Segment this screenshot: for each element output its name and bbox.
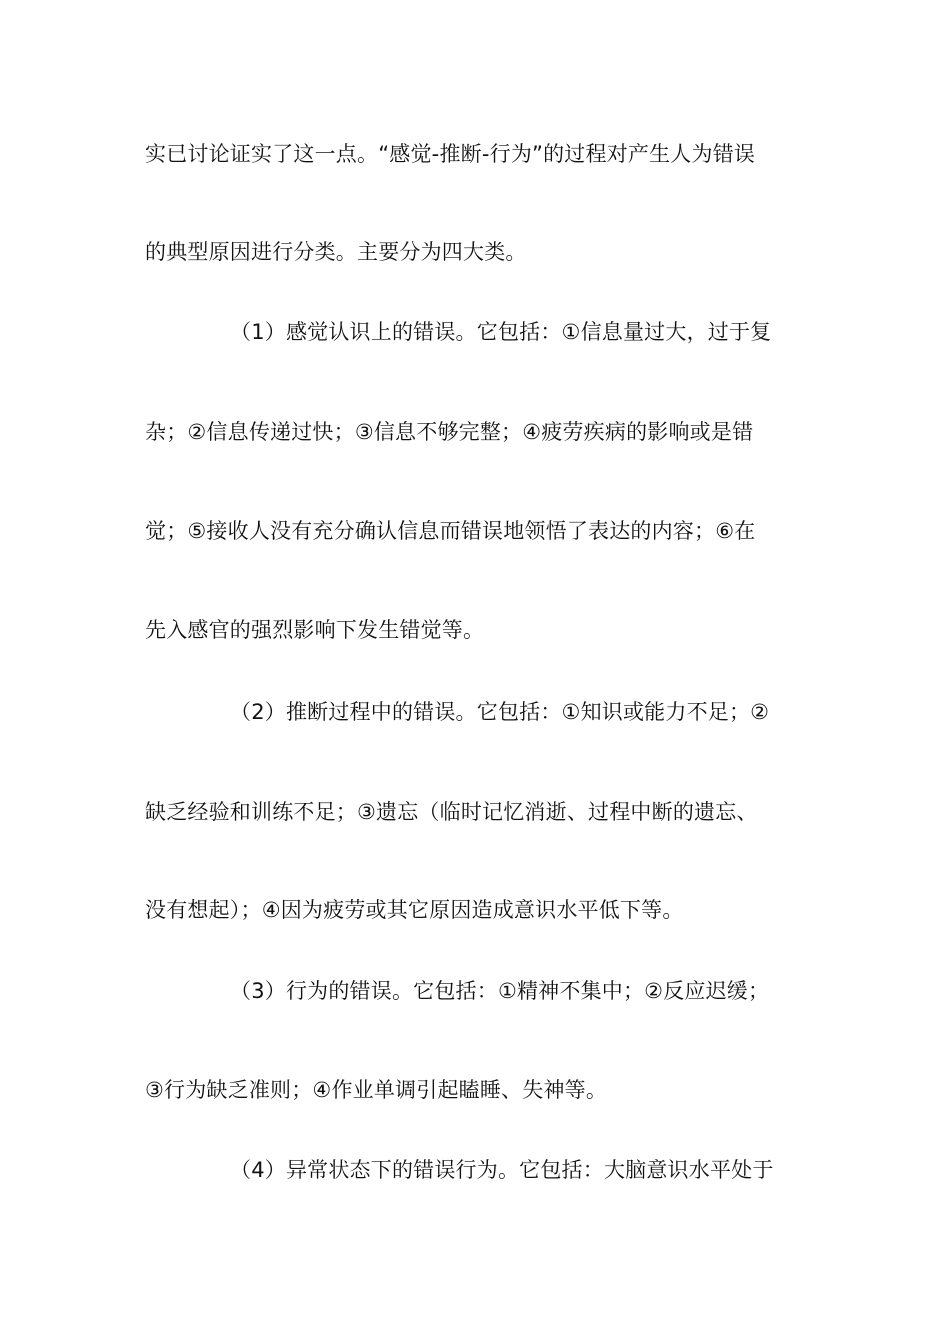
paragraph-4-start: （4）异常状态下的错误行为。它包括：大脑意识水平处于 — [230, 1158, 774, 1182]
text-line: 没有想起）；④因为疲劳或其它原因造成意识水平低下等。 — [145, 898, 684, 922]
text-line: 先入感官的强烈影响下发生错觉等。 — [145, 618, 485, 642]
paragraph-3-start: （3）行为的错误。它包括：①精神不集中；②反应迟缓； — [230, 979, 770, 1003]
text-line: 杂；②信息传递过快；③信息不够完整；④疲劳疾病的影响或是错 — [145, 420, 754, 444]
text-line: 觉；⑤接收人没有充分确认信息而错误地领悟了表达的内容；⑥在 — [145, 519, 756, 543]
text-line: ③行为缺乏准则；④作业单调引起瞌睡、失神等。 — [145, 1078, 608, 1102]
text-line: 的典型原因进行分类。主要分为四大类。 — [145, 240, 527, 264]
text-line: 实已讨论证实了这一点。“感觉-推断-行为”的过程对产生人为错误 — [145, 142, 756, 166]
text-line: 缺乏经验和训练不足；③遗忘（临时记忆消逝、过程中断的遗忘、 — [145, 800, 758, 824]
paragraph-2-start: （2）推断过程中的错误。它包括：①知识或能力不足；② — [230, 700, 770, 724]
paragraph-1-start: （1）感觉认识上的错误。它包括：①信息量过大，过于复 — [230, 320, 772, 344]
